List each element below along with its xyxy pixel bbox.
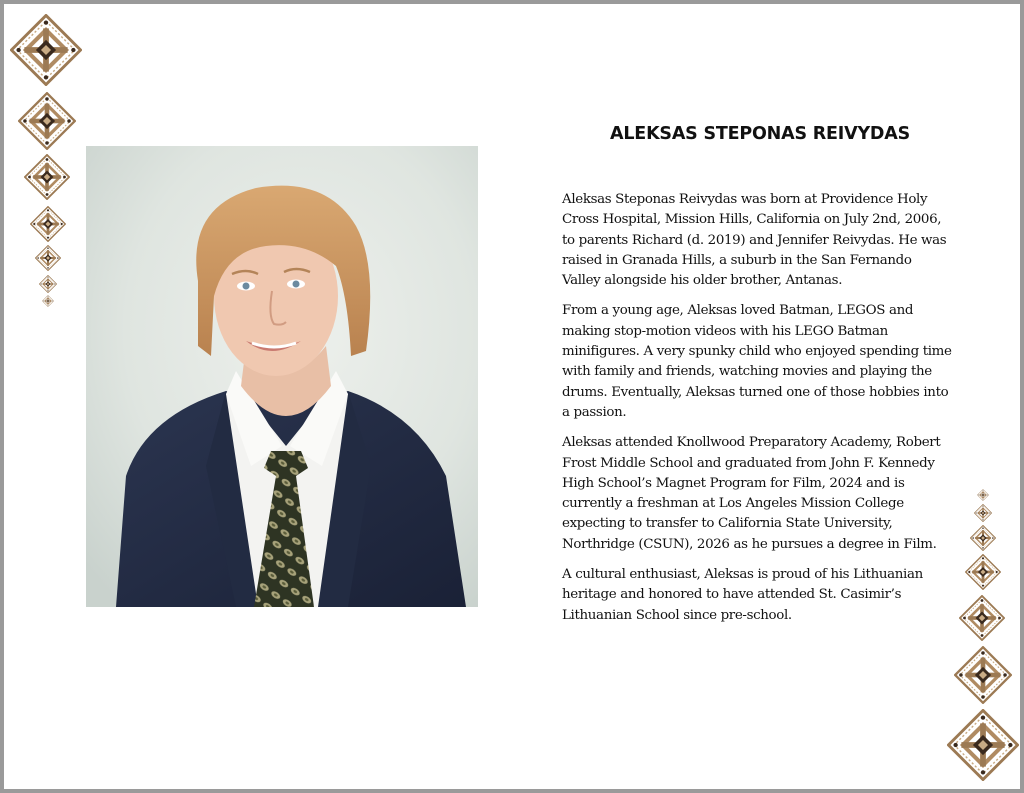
- bio-paragraph: Aleksas Steponas Reivydas was born at Providence Holy Cross Hospital, Mission Hills, California on July 2nd, 2006, to parents Richard (d. 2019) and Jennifer Reivydas. He was raised in Granada Hills, a suburb in the San Fernando Valley alongside his older brother, Antanas.: [562, 192, 947, 289]
- biography: [562, 124, 952, 636]
- folk-diamond-icon: [42, 295, 54, 307]
- folk-diamond-icon: [10, 14, 82, 86]
- folk-diamond-icon: [959, 595, 1005, 641]
- page-title: ALEKSAS STEPONAS REIVYDAS: [610, 124, 910, 144]
- bio-paragraph: A cultural enthusiast, Aleksas is proud of his Lithuanian heritage and honored to have attended St. Casimir’s Lithuanian School since pre-school.: [562, 567, 923, 623]
- page: [4, 4, 1020, 789]
- folk-diamond-icon: [39, 275, 57, 293]
- folk-diamond-icon: [947, 709, 1019, 781]
- folk-diamond-icon: [24, 154, 70, 200]
- folk-diamond-icon: [977, 489, 989, 501]
- folk-diamond-icon: [965, 554, 1001, 590]
- folk-diamond-icon: [18, 92, 76, 150]
- bio-paragraph: Aleksas attended Knollwood Preparatory Academy, Robert Frost Middle School and graduated from John F. Kennedy High School’s Magnet Program for Film, 2024 and is currently a freshman at Los Angeles Mission College expecting to transfer to California State University, Northridge (CSUN), 2026 as he pursues a degree in Film.: [562, 435, 941, 552]
- bio-paragraph: From a young age, Aleksas loved Batman, LEGOS and making stop-motion videos with his LEGO Batman minifigures. A very spunky child who enjoyed spending time with family and friends, watching movies and playing the drums. Eventually, Aleksas turned one of those hobbies into a passion.: [562, 303, 952, 420]
- folk-diamond-icon: [35, 245, 61, 271]
- portrait-photo: [86, 146, 478, 607]
- folk-diamond-icon: [954, 646, 1012, 704]
- folk-diamond-icon: [30, 206, 66, 242]
- folk-diamond-icon: [970, 525, 996, 551]
- folk-diamond-icon: [974, 504, 992, 522]
